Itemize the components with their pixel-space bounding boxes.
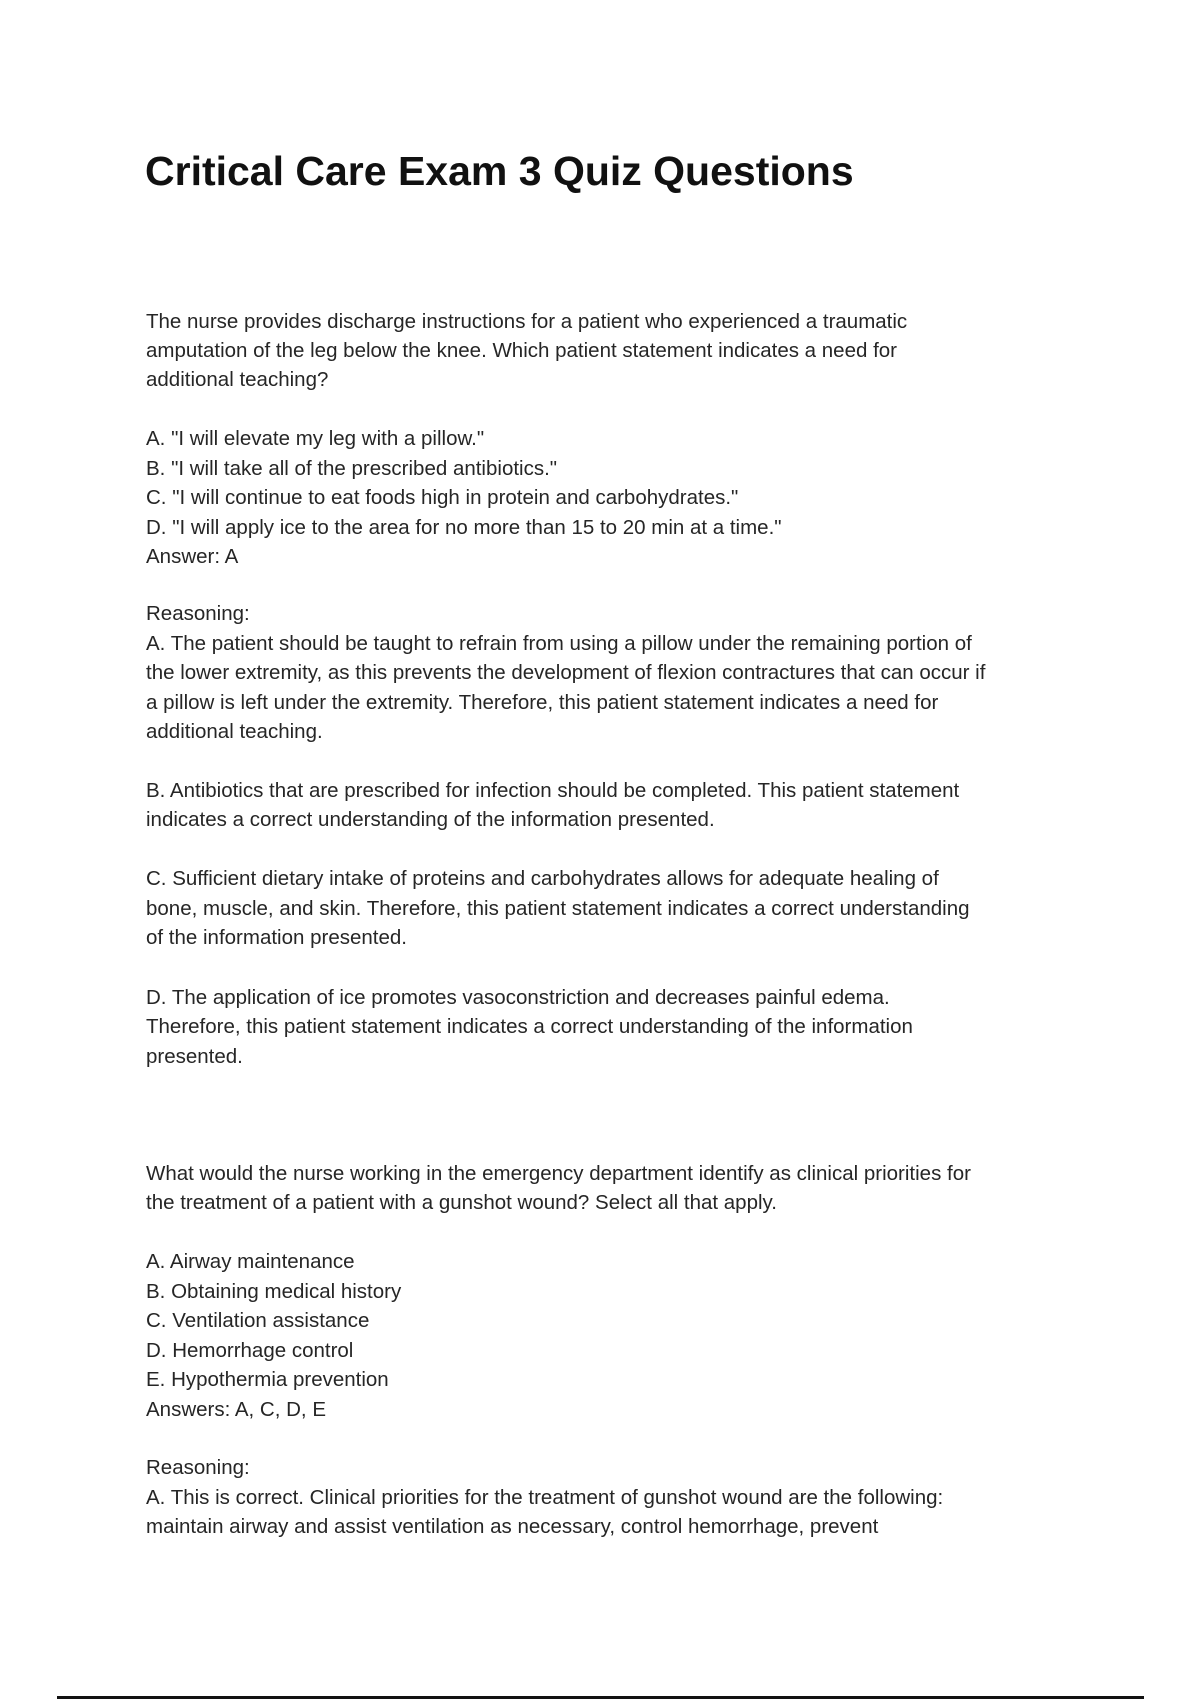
question-stem-line: What would the nurse working in the emergency department identify as clinical priorities for xyxy=(146,1162,971,1185)
answer-option-b: B. Obtaining medical history xyxy=(146,1280,402,1303)
reasoning-line: a pillow is left under the extremity. Therefore, this patient statement indicates a need for xyxy=(146,691,939,714)
answer-option-c: C. "I will continue to eat foods high in protein and carbohydrates." xyxy=(146,486,739,509)
reasoning-line: B. Antibiotics that are prescribed for infection should be completed. This patient statement xyxy=(146,779,960,802)
reasoning-line: additional teaching. xyxy=(146,720,323,743)
answer-option-a: A. "I will elevate my leg with a pillow." xyxy=(146,427,485,450)
correct-answer: Answer: A xyxy=(146,545,239,568)
document-title: Critical Care Exam 3 Quiz Questions xyxy=(145,148,854,194)
reasoning-line: the lower extremity, as this prevents the development of flexion contractures that can occur if xyxy=(146,661,986,684)
correct-answer: Answers: A, C, D, E xyxy=(146,1398,326,1421)
answer-option-e: E. Hypothermia prevention xyxy=(146,1368,389,1391)
answer-option-c: C. Ventilation assistance xyxy=(146,1309,370,1332)
reasoning-line: Therefore, this patient statement indicates a correct understanding of the information xyxy=(146,1015,913,1038)
reasoning-line: maintain airway and assist ventilation as necessary, control hemorrhage, prevent xyxy=(146,1515,879,1538)
reasoning-line: A. The patient should be taught to refrain from using a pillow under the remaining portion of xyxy=(146,632,972,655)
reasoning-line: presented. xyxy=(146,1045,243,1068)
answer-option-d: D. Hemorrhage control xyxy=(146,1339,354,1362)
reasoning-line: D. The application of ice promotes vasoconstriction and decreases painful edema. xyxy=(146,986,890,1009)
reasoning-line: bone, muscle, and skin. Therefore, this patient statement indicates a correct understanding xyxy=(146,897,970,920)
answer-option-d: D. "I will apply ice to the area for no more than 15 to 20 min at a time." xyxy=(146,516,782,539)
page-footer-divider xyxy=(57,1696,1144,1699)
question-stem-line: The nurse provides discharge instructions for a patient who experienced a traumatic xyxy=(146,310,908,333)
question-stem-line: additional teaching? xyxy=(146,368,329,391)
reasoning-line: indicates a correct understanding of the information presented. xyxy=(146,808,715,831)
answer-option-a: A. Airway maintenance xyxy=(146,1250,355,1273)
reasoning-label: Reasoning: xyxy=(146,1456,250,1479)
reasoning-line: of the information presented. xyxy=(146,926,407,949)
question-stem-line: amputation of the leg below the knee. Which patient statement indicates a need for xyxy=(146,339,897,362)
reasoning-line: A. This is correct. Clinical priorities for the treatment of gunshot wound are the following: xyxy=(146,1486,944,1509)
reasoning-label: Reasoning: xyxy=(146,602,250,625)
answer-option-b: B. "I will take all of the prescribed antibiotics." xyxy=(146,457,558,480)
reasoning-line: C. Sufficient dietary intake of proteins and carbohydrates allows for adequate healing of xyxy=(146,867,939,890)
question-stem-line: the treatment of a patient with a gunshot wound? Select all that apply. xyxy=(146,1191,777,1214)
